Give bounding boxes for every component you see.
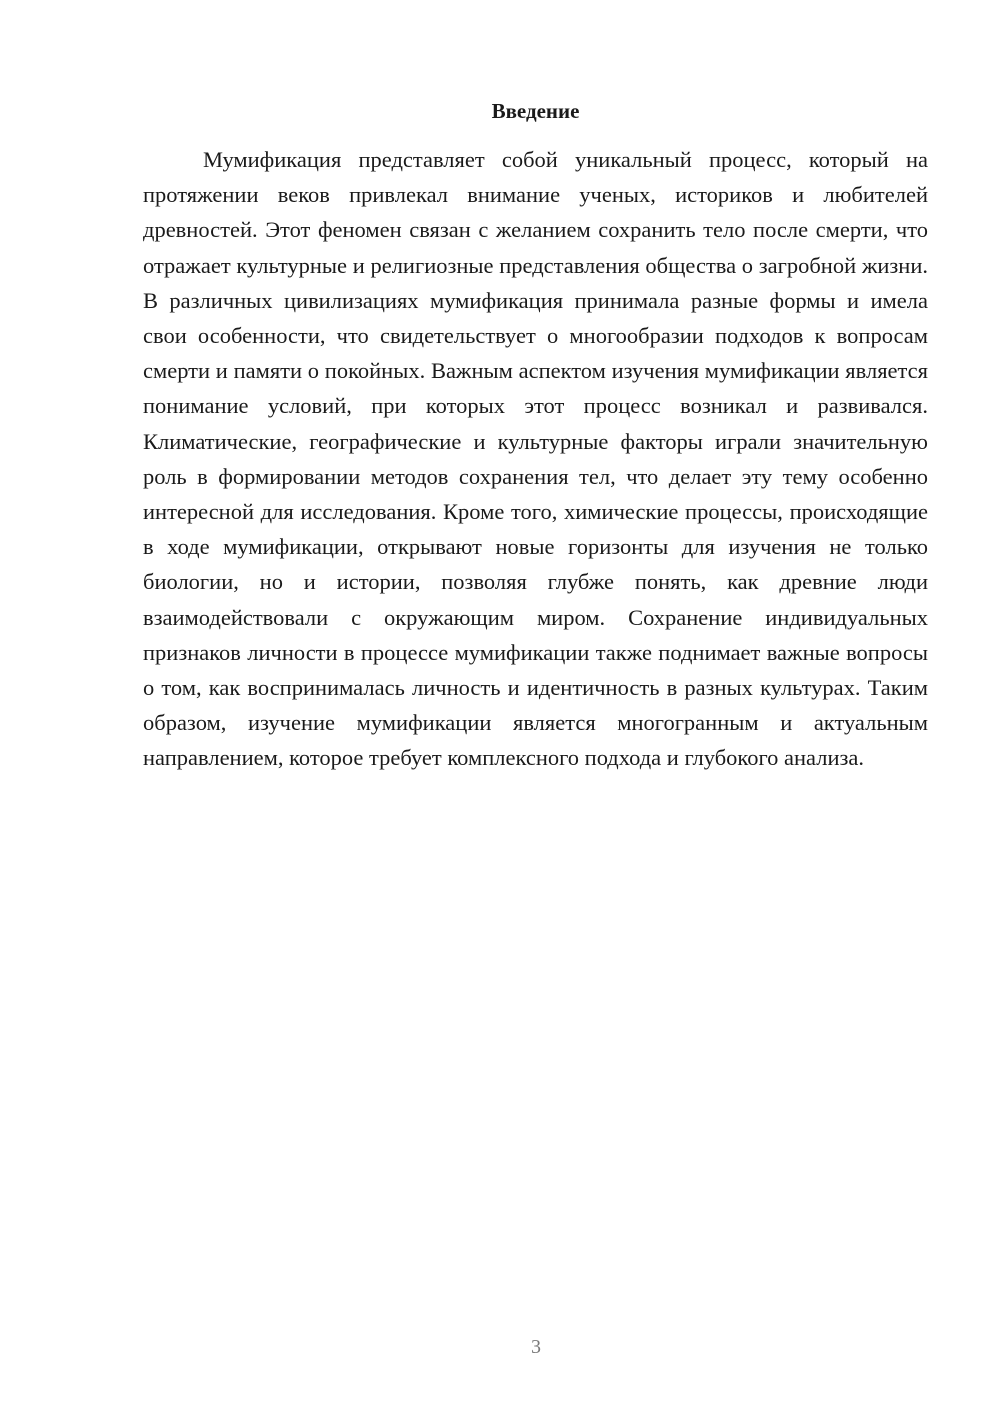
section-heading: Введение <box>491 99 580 123</box>
page-number: 3 <box>531 1336 541 1358</box>
section-heading-container <box>143 96 928 126</box>
body-paragraph: Мумификация представляет собой уникальный процесс, который на протяжении веков привлекал внимание ученых, историков и любителей древностей. Этот феномен связан с желанием сохранить тело после смерти, что отражает культурные и религиозные представления общества о загробной жизни. В различных цивилизациях мумификация принимала разные формы и имела свои особенности, что свидетельствует о многообразии подходов к вопросам смерти и памяти о покойных. Важным аспектом изучения мумификации является понимание условий, при которых этот процесс возникал и развивался. Климатические, географические и культурные факторы играли значительную роль в формировании методов сохранения тел, что делает эту тему особенно интересной для исследования. Кроме того, химические процессы, происходящие в ходе мумификации, открывают новые горизонты для изучения не только биологии, но и истории, позволяя глубже понять, как древние люди взаимодействовали с окружающим миром. Сохранение индивидуальных признаков личности в процессе мумификации также поднимает важные вопросы о том, как воспринималась личность и идентичность в разных культурах. Таким образом, изучение мумификации является многогранным и актуальным направлением, которое требует комплексного подхода и глубокого анализа. <box>143 147 928 771</box>
